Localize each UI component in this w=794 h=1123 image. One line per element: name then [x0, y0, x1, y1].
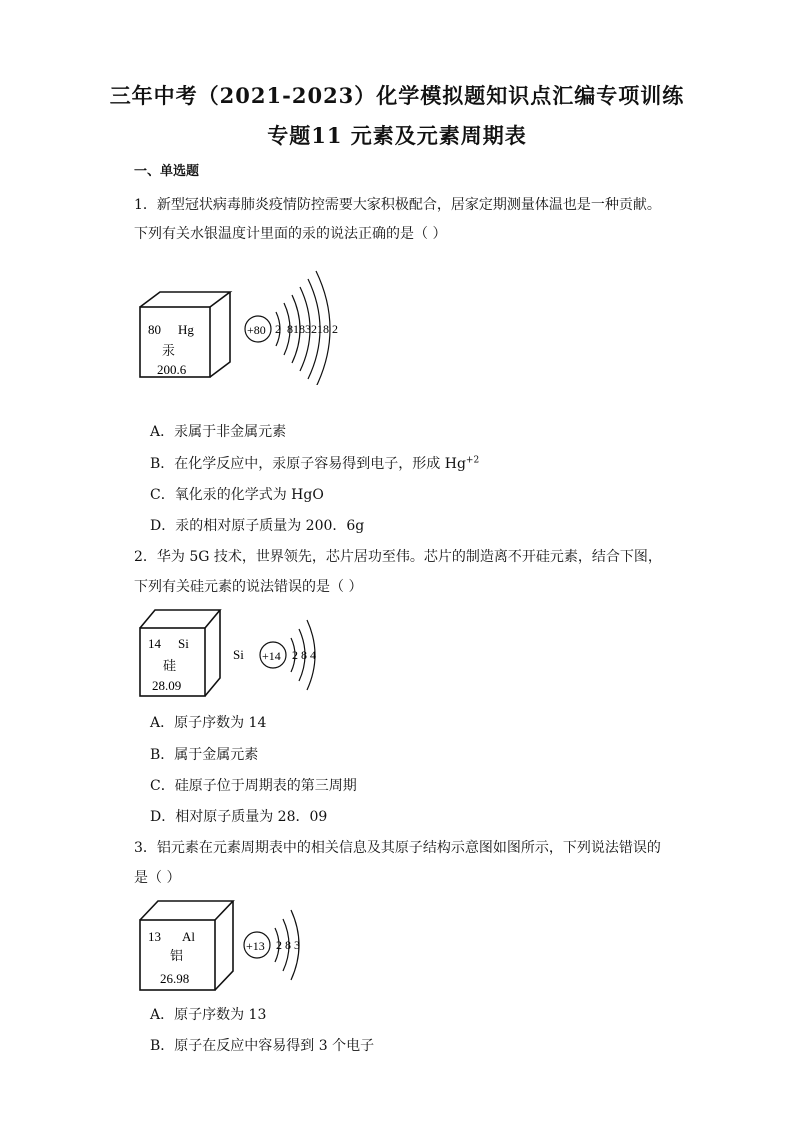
question-2-option-c[interactable]: C．硅原子位于周期表的第三周期: [150, 778, 357, 794]
question-1-option-c[interactable]: C．氧化汞的化学式为 HgO: [150, 487, 324, 503]
document-title: 三年中考（2021-2023）化学模拟题知识点汇编专项训练: [109, 83, 685, 108]
si-atomic-mass: 28.09: [152, 678, 182, 693]
si-name: 硅: [163, 658, 177, 673]
question-1-option-b-charge: +2: [465, 455, 480, 466]
question-2-option-b[interactable]: B．属于金属元素: [150, 747, 259, 763]
al-symbol: Al: [182, 929, 195, 944]
al-name: 铝: [170, 948, 184, 963]
question-1-option-b-text: B．在化学反应中，汞原子容易得到电子，形成 Hg: [150, 456, 466, 472]
question-2-option-d[interactable]: D．相对原子质量为 28．09: [150, 809, 328, 825]
question-3-text-line1: 3．铝元素在元素周期表中的相关信息及其原子结构示意图如图所示，下列说法错误的: [134, 840, 661, 856]
document-subtitle: 专题11 元素及元素周期表: [267, 123, 527, 148]
al-shell-electrons: 2 8 3: [276, 938, 300, 952]
question-2-text-line2: 下列有关硅元素的说法错误的是（ ）: [134, 579, 363, 595]
hg-name: 汞: [162, 343, 176, 358]
question-3-option-a[interactable]: A．原子序数为 13: [150, 1007, 267, 1023]
question-1-option-a[interactable]: A．汞属于非金属元素: [150, 424, 287, 440]
section-heading: 一、单选题: [134, 164, 200, 179]
si-nucleus-charge: +14: [262, 649, 281, 663]
hg-shell-electrons: 2 8183218 2: [275, 322, 338, 336]
question-2-figure: [130, 605, 340, 705]
question-1-option-b[interactable]: [150, 453, 479, 473]
al-atomic-mass: 26.98: [160, 971, 190, 986]
hg-nucleus-charge: +80: [247, 323, 266, 337]
si-shell-electrons: 2 8 4: [292, 648, 316, 662]
question-3-text-line2: 是（ ）: [134, 870, 181, 886]
al-atomic-number: 13: [148, 929, 161, 944]
question-1-text-line1: 1．新型冠状病毒肺炎疫情防控需要大家积极配合，居家定期测量体温也是一种贡献。: [134, 197, 661, 213]
hg-atomic-mass: 200.6: [157, 362, 187, 377]
hg-atomic-number: 80: [148, 322, 161, 337]
si-atomic-number: 14: [148, 636, 161, 651]
al-nucleus-charge: +13: [246, 939, 265, 953]
question-2-option-a[interactable]: A．原子序数为 14: [150, 715, 267, 731]
question-3-figure: [130, 893, 340, 998]
question-3-option-b[interactable]: B．原子在反应中容易得到 3 个电子: [150, 1038, 375, 1054]
si-symbol: Si: [178, 636, 189, 651]
question-2-text-line1: 2．华为 5G 技术，世界领先，芯片居功至伟。芯片的制造离不开硅元素，结合下图，: [134, 549, 662, 565]
si-atom-label: Si: [233, 647, 244, 662]
hg-symbol: Hg: [178, 322, 194, 337]
question-1-text-line2: 下列有关水银温度计里面的汞的说法正确的是（ ）: [134, 226, 447, 242]
question-1-option-d[interactable]: D．汞的相对原子质量为 200．6g: [150, 518, 365, 534]
question-1-figure: [130, 255, 370, 385]
